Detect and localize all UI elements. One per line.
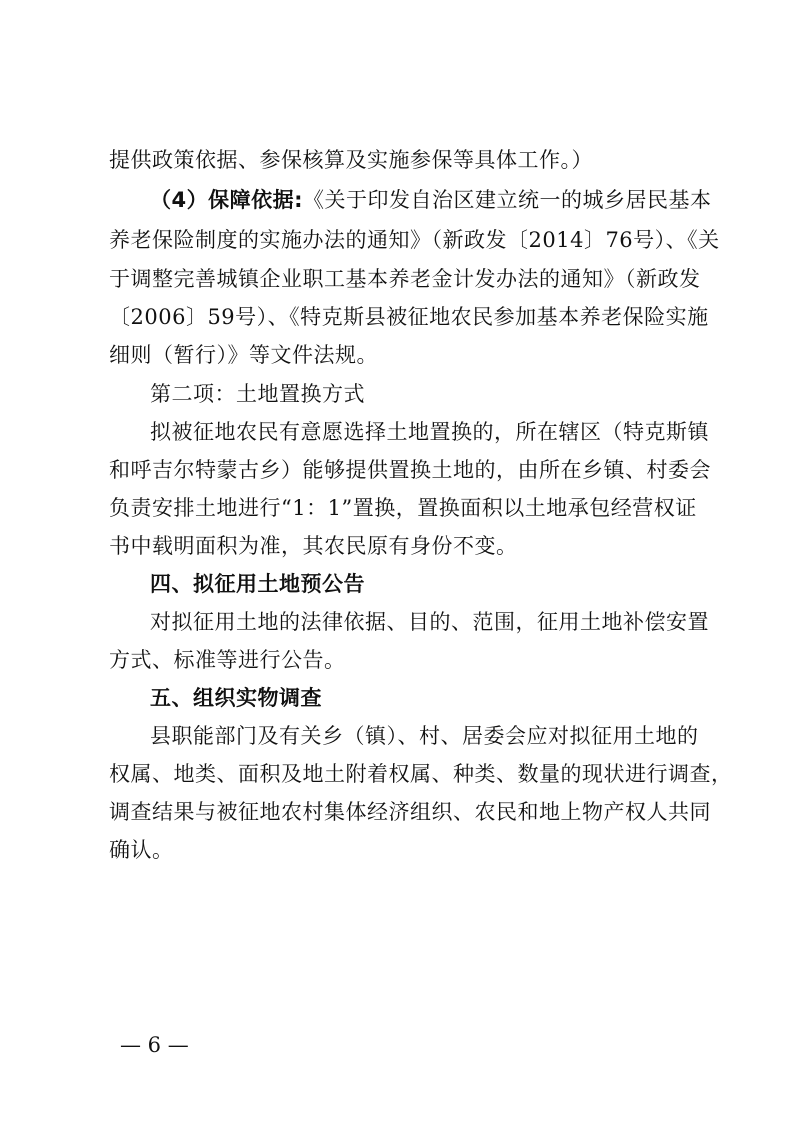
paragraph-line: 书中载明面积为准，其农民原有身份不变。 — [109, 534, 518, 558]
paragraph-line: 于调整完善城镇企业职工基本养老金计发办法的通知》（新政发 — [109, 267, 701, 291]
paragraph-line: 确认。 — [109, 838, 174, 862]
paragraph-line: 〔2006〕59号）、《特克斯县被征地农民参加基本养老保险实施 — [109, 305, 709, 329]
paragraph-line: 细则（暂行）》等文件法规。 — [109, 343, 378, 367]
paragraph-line: 对拟征用土地的法律依据、目的、范围，征用土地补偿安置 — [150, 610, 709, 634]
section-heading: 五、组织实物调查 — [150, 686, 322, 710]
paragraph-line: 县职能部门及有关乡（镇）、村、居委会应对拟征用土地的 — [150, 724, 699, 748]
paragraph-line: 拟被征地农民有意愿选择土地置换的，所在辖区（特克斯镇 — [150, 420, 709, 444]
paragraph-line — [150, 185, 740, 215]
paragraph-line: 权属、地类、面积及地土附着权属、种类、数量的现状进行调查， — [109, 762, 733, 786]
section-heading: 第二项：土地置换方式 — [150, 382, 365, 406]
paragraph-line: 养老保险制度的实施办法的通知》（新政发〔2014〕76号）、《关 — [109, 228, 720, 252]
paragraph-text: 《关于印发自治区建立统一的城乡居民基本 — [303, 188, 712, 212]
section-heading: 四、拟征用土地预公告 — [150, 572, 365, 596]
paragraph-line: 调查结果与被征地农村集体经济组织、农民和地上物产权人共同 — [109, 800, 711, 824]
paragraph-line: 和呼吉尔特蒙古乡）能够提供置换土地的，由所在乡镇、村委会 — [109, 458, 711, 482]
paragraph-line: 方式、标准等进行公告。 — [109, 648, 346, 672]
paragraph-line: 负责安排土地进行“1：1”置换，置换面积以土地承包经营权证 — [109, 496, 697, 520]
page-number: — 6 — — [120, 1033, 189, 1057]
section-heading-inline: （4）保障依据: — [150, 188, 304, 212]
paragraph-line: 提供政策依据、参保核算及实施参保等具体工作。） — [109, 148, 593, 172]
